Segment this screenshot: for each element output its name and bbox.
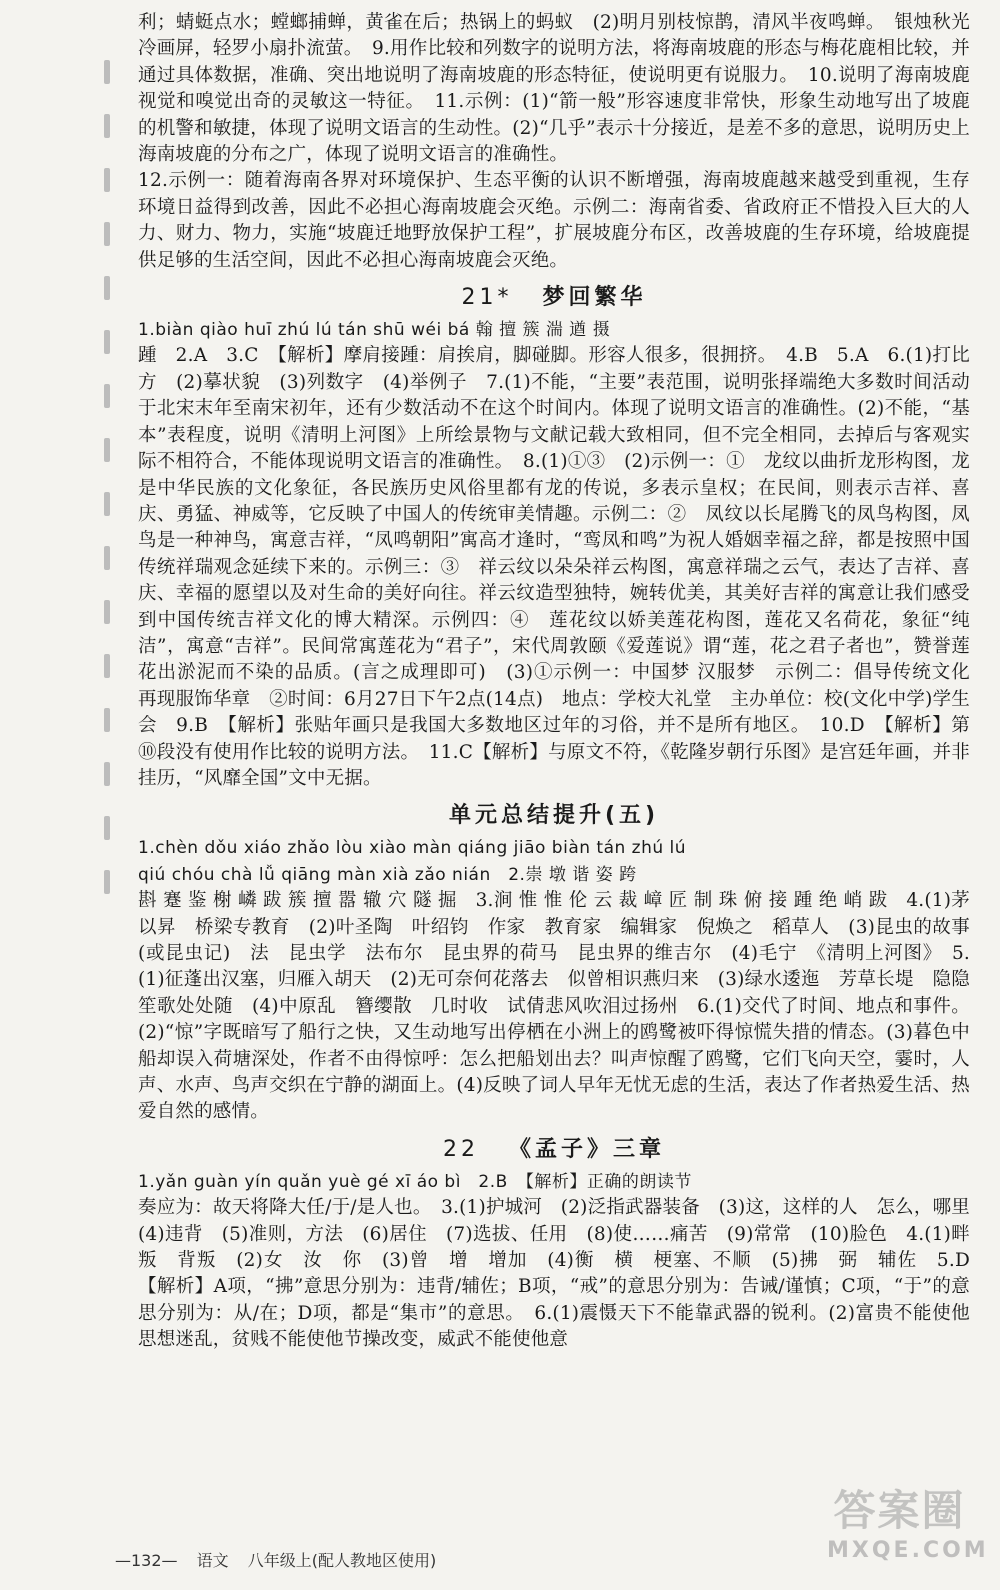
section-number: 21* (461, 285, 513, 311)
answer-paragraph: 奏应为：故天将降大任/于/是人也。 3.(1)护城河 (2)泛指武器装备 (3)这，这样的人 怎么，哪里 (4)违背 (5)准则，方法 (6)居住 (7)选拔、任用 (8)使……痛苦 (9)常常 (10)脸色 4.(1)畔 叛 背叛 (2)女 汝 你 (3)曾 增 增加 (4)衡 横 梗塞、不顺 (5)拂 弼 辅佐 5.D 【解析】A项，“拂”意思分别为：违背/辅佐；B项，“戒”的意思分别为：告诫/谨慎；C项，“于”的意思分别为：从/在；D项，都是“集市”的意思。 6.(1)震慑天下不能靠武器的锐利。(2)富贵不能使他思想迷乱，贫贱不能使他节操改变，威武不能使他意 (138, 1197, 989, 1351)
watermark-logo: 答案圈 (833, 1486, 966, 1535)
answer-page (138, 10, 989, 1354)
section-title: 梦回繁华 (542, 285, 647, 311)
answer-paragraph: 12.示例一：随着海南各界对环境保护、生态平衡的认识不断增强，海南坡鹿越来越受到重视，生存环境日益得到改善，因此不必担心海南坡鹿会灭绝。示例二：海南省委、省政府正不惜投入巨大的人力、财力、物力，实施“坡鹿迁地野放保护工程”，扩展坡鹿分布区，改善坡鹿的生存环境，给坡鹿提供足够的生活空间，因此不必担心海南坡鹿会灭绝。 (138, 170, 970, 271)
pinyin-line: 1.yǎn guàn yín quǎn yuè gé xī áo bì 2.B 【解析】正确的朗读节 (138, 1171, 692, 1192)
section-title: 《孟子》三章 (508, 1136, 665, 1162)
pinyin-line: 1.biàn qiào huī zhú lú tán shū wéi bá 翰 擅 簇 湍 遒 摄 (138, 320, 611, 341)
section-title: 单元总结提升(五) (448, 803, 660, 829)
answer-paragraph: 利；蜻蜓点水；螳螂捕蝉，黄雀在后；热锅上的蚂蚁 (2)明月别枝惊鹊，清风半夜鸣蝉。 银烛秋光冷画屏，轻罗小扇扑流萤。 9.用作比较和列数字的说明方法，将海南坡鹿的形态与梅花鹿相比较，并通过具体数据，准确、突出地说明了海南坡鹿的形态特征，使说明更有说服力。 10.说明了海南坡鹿视觉和嗅觉出奇的灵敏这一特征。 11.示例：(1)“箭一般”形容速度非常快，形象生动地写出了坡鹿的机警和敏捷，体现了说明文语言的生动性。(2)“几乎”表示十分接近，是差不多的意思，说明历史上海南坡鹿的分布之广，体现了说明文语言的准确性。 (138, 12, 970, 166)
answer-paragraph: 踵 2.A 3.C 【解析】摩肩接踵：肩挨肩，脚碰脚。形容人很多，很拥挤。 4.B 5.A 6.(1)打比方 (2)摹状貌 (3)列数字 (4)举例子 7.(1)不能，“主要”表范围，说明张择端绝大多数时间活动于北宋末年至南宋初年，还有少数活动不在这个时间内。体现了说明文语言的准确性。(2)不能，“基本”表程度，说明《清明上河图》上所绘景物与文献记载大致相同，但不完全相同，去掉后与客观实际不相符合，不能体现说明文语言的准确性。 8.(1)①③ (2)示例一：① 龙纹以曲折龙形构图，龙是中华民族的文化象征，各民族历史风俗里都有龙的传说，多表示皇权；在民间，则表示吉祥、喜庆、勇猛、神威等，它反映了中国人的传统审美情趣。示例二：② 凤纹以长尾腾飞的凤鸟构图，凤鸟是一种神鸟，寓意吉祥，“凤鸣朝阳”寓高才逢时，“鸾凤和鸣”为祝人婚姻幸福之辞，都是按照中国传统祥瑞观念延续下来的。示例三：③ 祥云纹以朵朵祥云构图，寓意祥瑞之云气，表达了吉祥、喜庆、幸福的愿望以及对生命的美好向往。祥云纹造型独特，婉转优美，其美好吉祥的寓意让我们感受到中国传统吉祥文化的博大精深。示例四：④ 莲花纹以娇美莲花构图，莲花又名荷花，象征“纯洁”，寓意“吉祥”。民间常寓莲花为“君子”，宋代周敦颐《爱莲说》谓“莲，花之君子者也”，赞誉莲花出淤泥而不染的品质。(言之成理即可) (3)①示例一：中国梦 汉服梦 示例二：倡导传统文化 再现服饰华章 ②时间：6月27日下午2点(14点) 地点：学校大礼堂 主办单位：校(文化中学)学生会 9.B 【解析】张贴年画只是我国大多数地区过年的习俗，并不是所有地区。 10.D 【解析】第⑩段没有使用作比较的说明方法。 11.C【解析】与原文不符，《乾隆岁朝行乐图》是宫廷年画，并非挂历，“风靡全国”文中无据。 (138, 345, 989, 789)
subject-label: 语文 (196, 1551, 229, 1570)
section-heading-unit-summary (138, 798, 970, 829)
grade-info: 八年级上(配人教地区使用) (247, 1551, 437, 1570)
site-watermark (827, 1470, 989, 1580)
page-number: —132— (115, 1551, 178, 1570)
section-heading-22 (138, 1132, 970, 1163)
pinyin-line: 1.chèn dǒu xiáo zhǎo lòu xiào màn qiáng jiāo biàn tán zhú lú (138, 838, 687, 859)
answer-paragraph: 斟 蹇 鉴 榭 嶙 跋 簇 擅 嚣 辙 穴 隧 掘 3.涧 惟 惟 伦 云 裁 嶂 匠 制 珠 俯 接 踵 绝 峭 跋 4.(1)茅以昇 桥梁专教育 (2)叶圣陶 叶绍钧 作家 教育家 编辑家 倪焕之 稻草人 (3)昆虫的故事(或昆虫记) 法 昆虫学 法布尔 昆虫界的荷马 昆虫界的维吉尔 (4)毛宁 《清明上河图》 5.(1)征蓬出汉塞，归雁入胡天 (2)无可奈何花落去 似曾相识燕归来 (3)绿水逶迤 芳草长堤 隐隐笙歌处处随 (4)中原乱 簪缨散 几时收 试倩悲风吹泪过扬州 6.(1)交代了时间、地点和事件。(2)“惊”字既暗写了船行之快，又生动地写出停栖在小洲上的鸥鹭被吓得惊慌失措的情态。(3)暮色中船却误入荷塘深处，作者不由得惊呼：怎么把船划出去？叫声惊醒了鸥鹭，它们飞向天空，霎时，人声、水声、鸟声交织在宁静的湖面上。(4)反映了词人早年无忧无虑的生活，表达了作者热爱生活、热爱自然的感情。 (138, 890, 970, 1123)
binding-margin (96, 30, 118, 1330)
watermark-site: MXQE.COM (827, 1538, 989, 1563)
section-heading-21 (138, 280, 970, 311)
pinyin-line: qiú chóu chà lǚ qiāng màn xià zǎo nián 2.崇 墩 谐 姿 跨 (138, 864, 637, 885)
page-footer (115, 1548, 450, 1571)
section-number: 22 (442, 1136, 479, 1162)
